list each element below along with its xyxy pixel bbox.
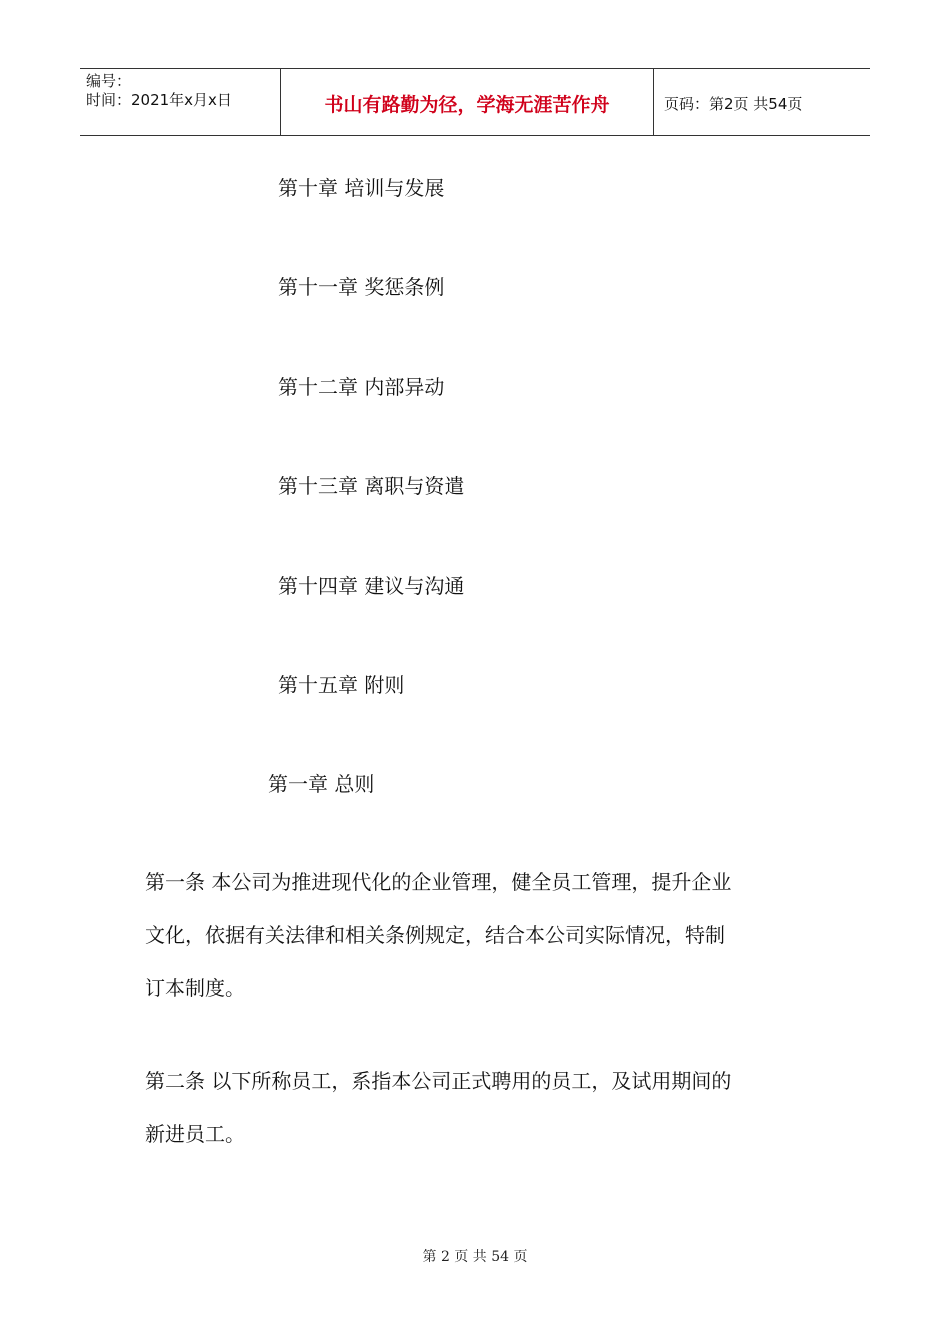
- paragraph-line: 订本制度。: [145, 976, 245, 1000]
- paragraph-line: 新进员工。: [145, 1122, 245, 1146]
- document-number-label: 编号：: [86, 72, 132, 90]
- paragraph-line: 文化，依据有关法律和相关条例规定，结合本公司实际情况，特制: [145, 923, 725, 947]
- header-page-info: 页码：第2页 共54页: [664, 94, 803, 113]
- toc-item: 第十章 培训与发展: [278, 176, 445, 200]
- toc-item: 第十一章 奖惩条例: [278, 275, 445, 299]
- toc-item: 第十二章 内部异动: [278, 375, 445, 399]
- toc-item: 第十五章 附则: [278, 673, 405, 697]
- page-footer: 第 2 页 共 54 页: [422, 1249, 528, 1265]
- header-meta: [80, 69, 281, 135]
- header-motto: 书山有路勤为径，学海无涯苦作舟: [281, 69, 654, 135]
- document-time: 时间：2021年x月x日: [86, 91, 232, 109]
- chapter-title: 第一章 总则: [268, 772, 375, 796]
- page-header: [80, 68, 870, 136]
- paragraph-line: 第二条 以下所称员工，系指本公司正式聘用的员工，及试用期间的: [145, 1069, 732, 1093]
- article-paragraph: [145, 1055, 825, 1161]
- article-paragraph: [145, 856, 825, 1015]
- toc-item: 第十四章 建议与沟通: [278, 574, 465, 598]
- paragraph-line: 第一条 本公司为推进现代化的企业管理，健全员工管理，提升企业: [145, 870, 732, 894]
- toc-item: 第十三章 离职与资遣: [278, 474, 465, 498]
